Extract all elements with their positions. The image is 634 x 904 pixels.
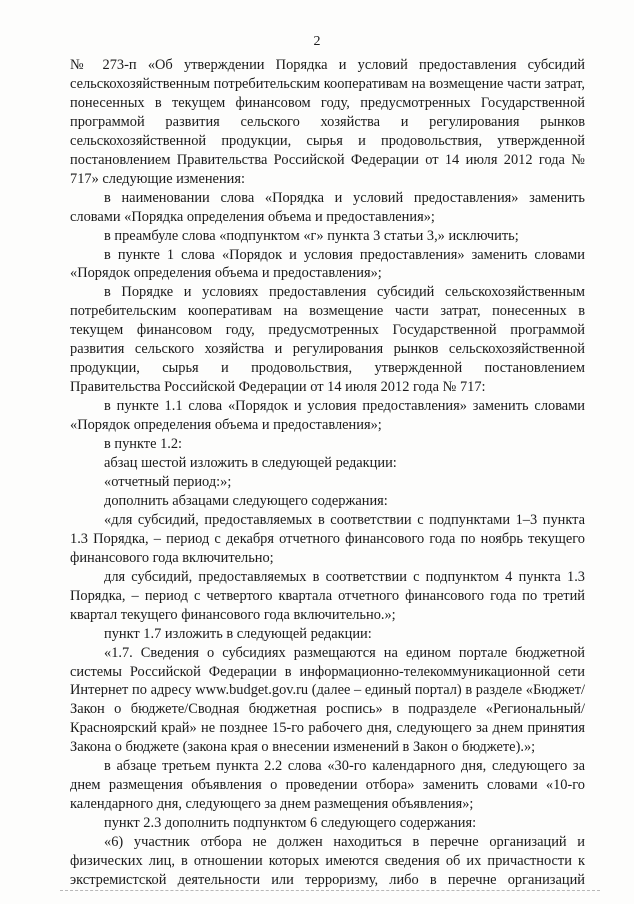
paragraph-preamble-change: в преамбуле слова «подпунктом «г» пункта 3 статьи 3,» исключить; <box>104 227 519 244</box>
paragraph-point-1-1: в пункте 1.1 слова «Порядок и условия предоставления» заменить словами «Порядок определения объема и предоставления»; <box>70 398 585 434</box>
paragraph-procedure-header: в Порядке и условиях предоставления субсидий сельскохозяйственным потребительским кооперативам на возмещение части затрат, понесенных в текущем финансовом году, предусмотренных Государственной программой развития сельского хозяйства и регулирования рынков сельскохозяйственной продукции, сырья и продовольствия, утвержденной постановлением Правительства Российской Федерации от 14 июля 2012 года № 717: <box>70 284 585 396</box>
page-number: 2 <box>313 34 321 49</box>
paragraph-subpoint-6: «6) участник отбора не должен находиться в перечне организаций и физических лиц, в отношении которых имеются сведения об их причастности к экстремистской деятельности или терроризму, либо в перечне организаций <box>70 834 585 888</box>
paragraph-point-1-2: в пункте 1.2: <box>104 436 183 453</box>
paragraph-reporting-period: «отчетный период:»; <box>104 473 232 490</box>
paragraph-point1-change: в пункте 1 слова «Порядок и условия предоставления» заменить словами «Порядок определения объема и предоставления»; <box>70 246 585 282</box>
paragraph-point-2-2: в абзаце третьем пункта 2.2 слова «30-го календарного дня, следующего за днем размещения объявления о проведении отбора» заменить словами «10-го календарного дня, следующего за днем размещения объявления»; <box>70 758 585 813</box>
paragraph-title-change: в наименовании слова «Порядка и условий предоставления» заменить словами «Порядка определения объема и предоставления»; <box>70 189 585 225</box>
page-bottom-edge <box>60 890 600 891</box>
paragraph-subsidies-1-3: «для субсидий, предоставляемых в соответствии с подпунктами 1–3 пункта 1.3 Порядка, – период с декабря отчетного финансового года по ноябрь текущего финансового года включительно; <box>70 511 585 566</box>
paragraph-sixth-abzac: абзац шестой изложить в следующей редакции: <box>104 455 397 472</box>
paragraph-point-1-7: пункт 1.7 изложить в следующей редакции: <box>104 625 372 642</box>
paragraph-supplement: дополнить абзацами следующего содержания: <box>104 492 388 509</box>
paragraph-1-7-text: «1.7. Сведения о субсидиях размещаются на едином портале бюджетной системы Российской Федерации в информационно-телекоммуникационной сети Интернет по адресу www.budget.gov.ru (далее – единый портал) в разделе «Бюджет/Закон о бюджете/Сводная бюджетная роспись» в подразделе «Региональный/Красноярский край» не позднее 15-го рабочего дня, следующего за днем принятия Закона о бюджете (закона края о внесении изменений в Закон о бюджете).»; <box>70 644 585 756</box>
paragraph-intro: № 273-п «Об утверждении Порядка и условий предоставления субсидий сельскохозяйственным потребительским кооперативам на возмещение части затрат, понесенных в текущем финансовом году, предусмотренных Государственной программой развития сельского хозяйства и регулирования рынков сельскохозяйственной продукции, сырья и продовольствия, утвержденной постановлением Правительства Российской Федерации от 14 июля 2012 года № 717» следующие изменения: <box>70 57 585 187</box>
paragraph-point-2-3: пункт 2.3 дополнить подпунктом 6 следующего содержания: <box>104 815 477 832</box>
paragraph-subsidies-4: для субсидий, предоставляемых в соответствии с подпунктом 4 пункта 1.3 Порядка, – период с четвертого квартала отчетного финансового года по третий квартал текущего финансового года включительно.»; <box>70 568 585 623</box>
document-body <box>70 56 585 890</box>
